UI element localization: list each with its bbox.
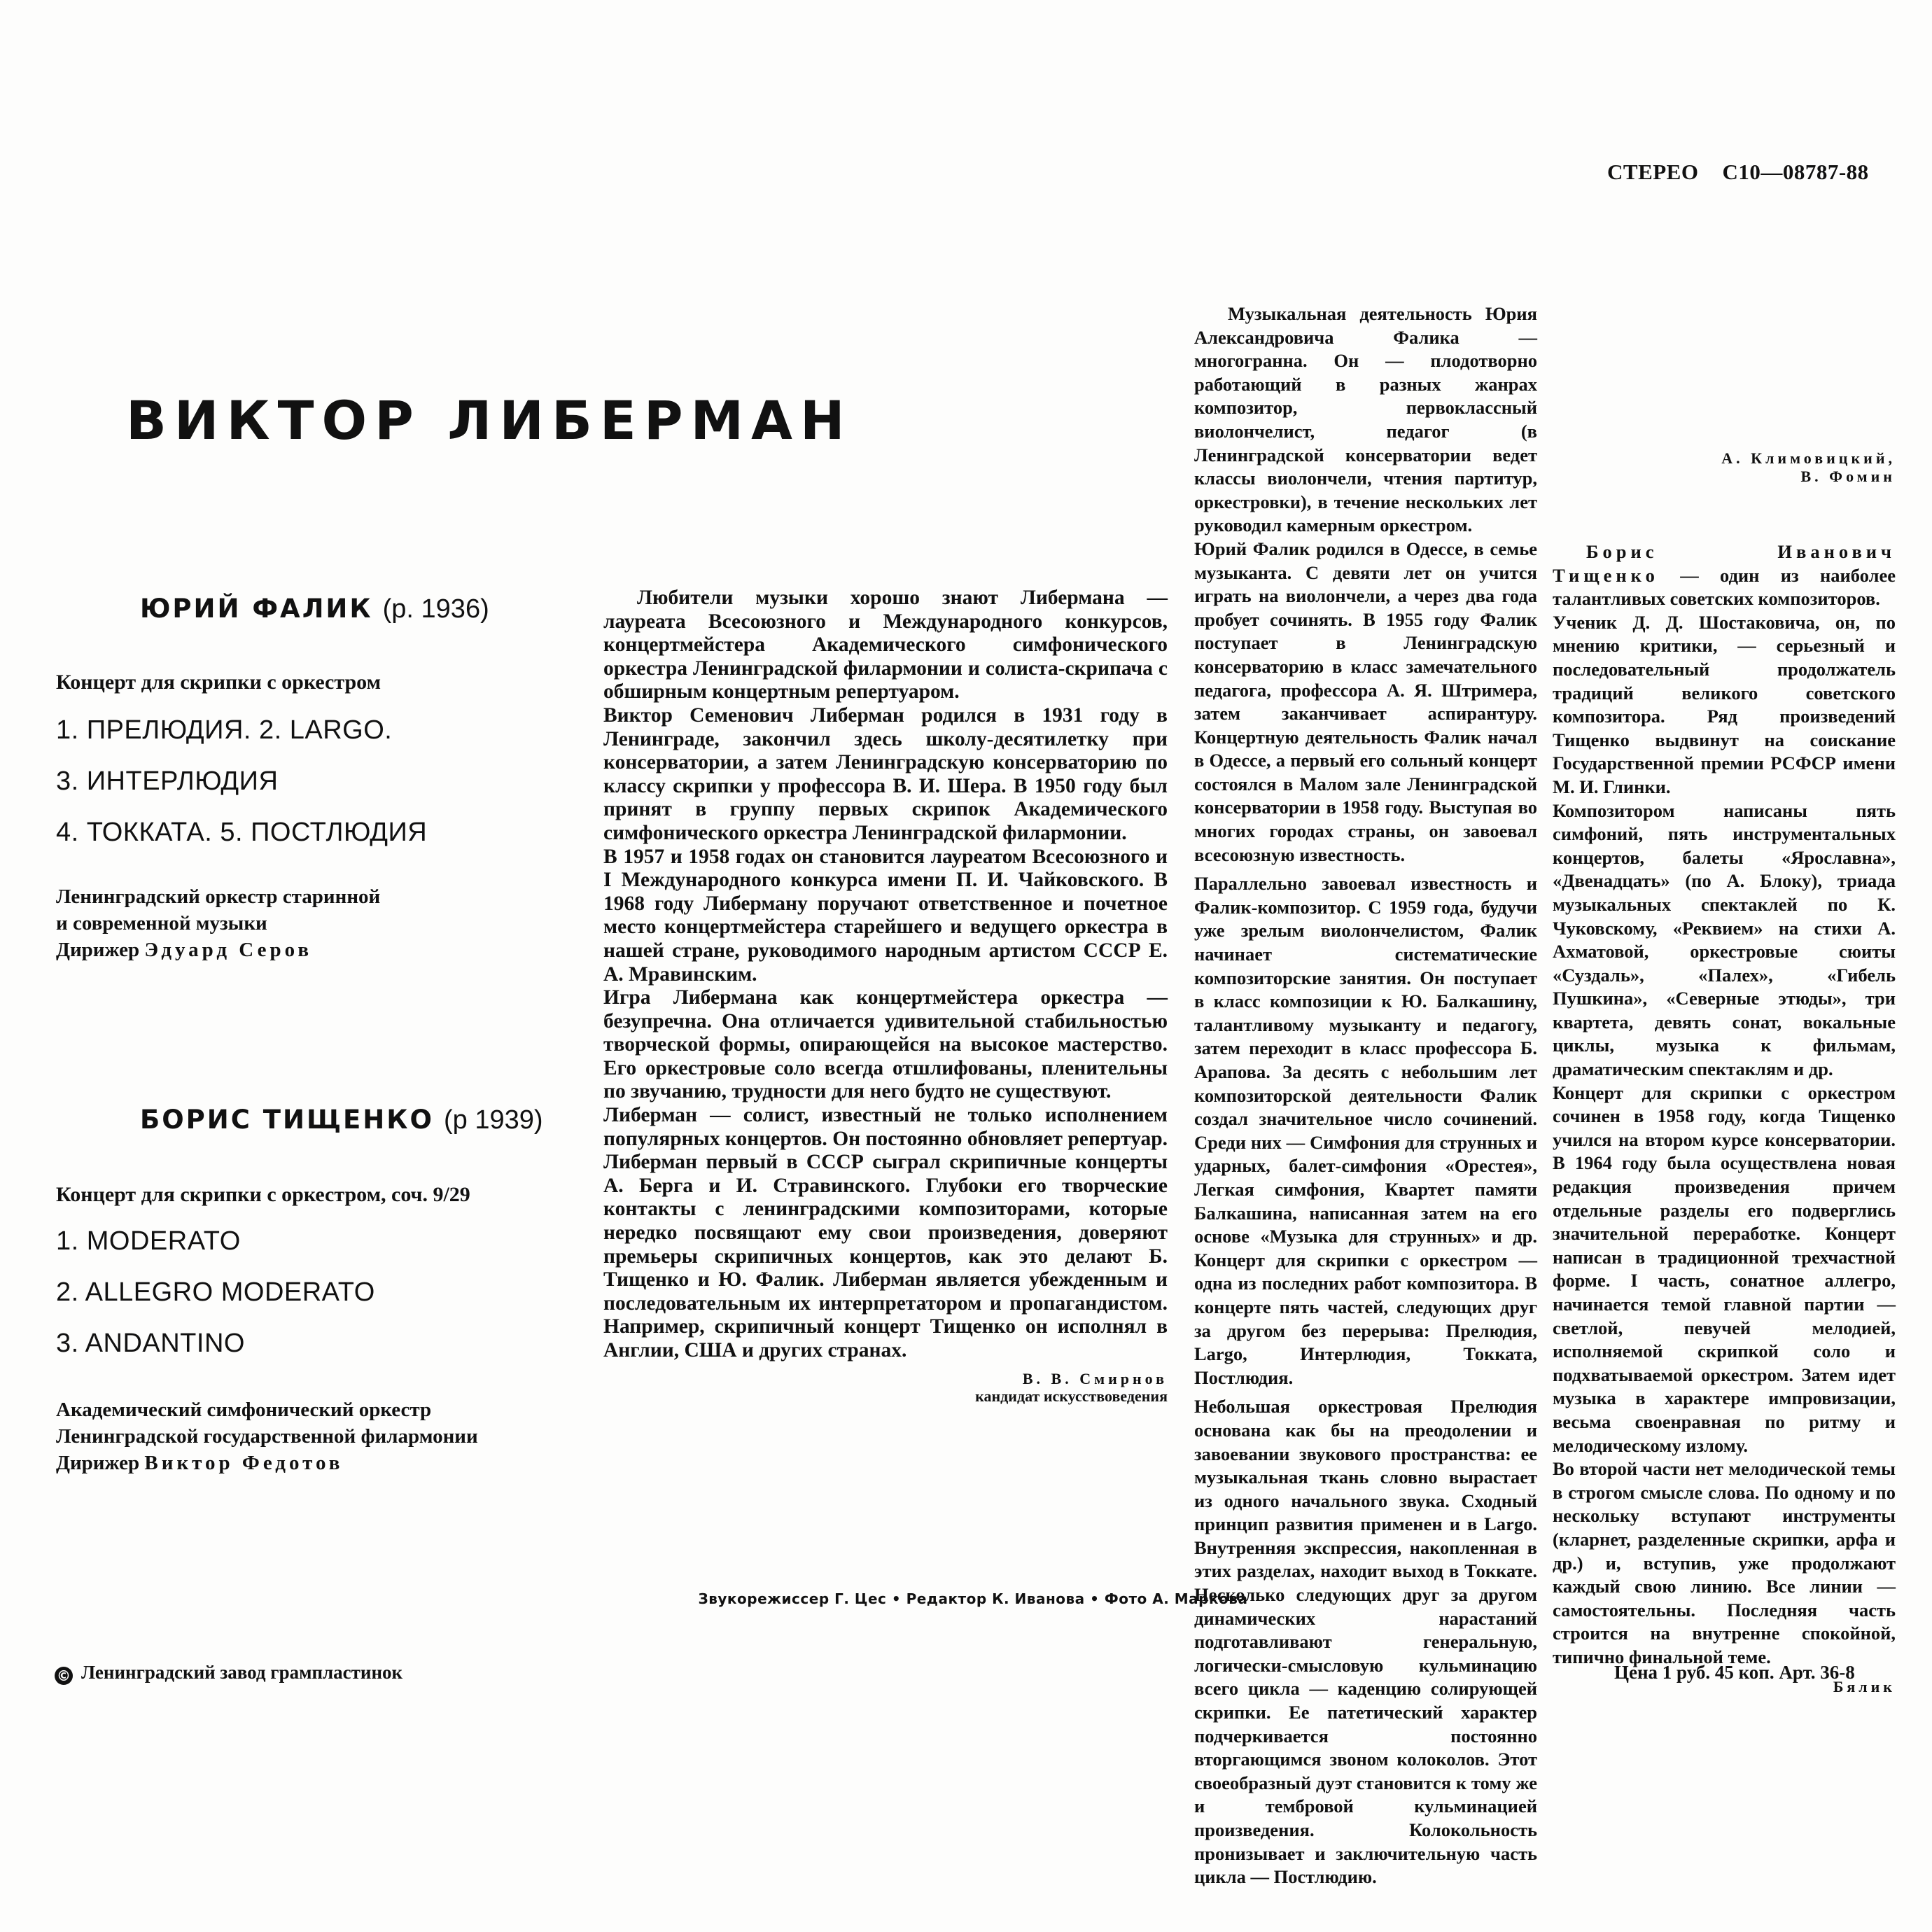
orchestra-line: и современной музыки [56, 912, 267, 934]
movement-item: 1. ПРЕЛЮДИЯ. 2. LARGO. [56, 715, 393, 745]
orchestra-line: Ленинградский оркестр старинной [56, 886, 381, 908]
label-name: Ленинградский завод грампластинок [81, 1662, 403, 1683]
copyright-icon: © [55, 1667, 73, 1685]
essay-falik-continued [1553, 302, 1896, 486]
composer-years: (р 1939) [443, 1105, 543, 1135]
stereo-label: СТЕРЕО [1607, 160, 1699, 184]
composer-name: ЮРИЙ ФАЛИК [140, 594, 373, 624]
price-line: Цена 1 руб. 45 коп. Арт. 36-8 [1614, 1662, 1855, 1683]
composer-falik-heading [140, 594, 489, 624]
label-line [55, 1662, 402, 1685]
essay-paragraph: Игра Либермана как концертмейстера оркестра — безупречна. Она отличается удивительной стабильностью творческой формы, опирающейся на высокое мастерство. Его оркестровые соло всегда отшлифованы, пленительны по звучанию, трудности для него будто не существуют. [603, 986, 1168, 1103]
essay-author: А. Климовицкий, [1721, 449, 1896, 467]
continued-text-area [1553, 302, 1896, 449]
composer-years: (р. 1936) [382, 594, 489, 624]
essay-paragraph: Любители музыки хорошо знают Либермана — лауреата Всесоюзного и Международного конкурсов, концертмейстера Академического симфонического оркестра Ленинградской филармонии и солиста-скрипача с обширным концертным репертуаром. [603, 587, 1168, 704]
conductor-name: Эдуард Серов [144, 939, 313, 961]
essay-tishchenko [1553, 540, 1896, 1696]
essay-paragraph: Ученик Д. Д. Шостаковича, он, по мнению критики, — серьезный и последовательный продолжатель традиций великого советского композитора. Ряд произведений Тищенко выдвинут на соискание Государственной премии РСФСР имени М. И. Глинки. [1553, 611, 1896, 797]
essay-paragraph: Параллельно завоевал известность и Фалик-композитор. С 1959 года, будучи уже зрелым виолончелистом, Фалик начинает систематические композиторские занятия. Он поступает в класс композиции к Ю. Балкашину, талантливому музыканту и педагогу, затем переходит в класс профессора Б. Арапова. За десять с небольшим лет композиторской деятельности Фалик создал значительное число сочинений. Среди них — Симфония для струнных и ударных, балет-симфония «Орестея», Легкая симфония, Квартет памяти Балкашина, написанная затем на его основе «Музыка для струнных» и др. Концерт для скрипки с оркестром — одна из последних работ композитора. В концерте пять частей, следующих друг за другом без перерыва: Прелюдия, Largo, Интерлюдия, Токката, Постлюдия. [1194, 873, 1537, 1388]
essay-paragraph: Композитором написаны пять симфоний, пять инструментальных концертов, балеты «Ярославна», «Двенадцать» (по А. Блоку), триада музыкальных спектаклей по К. Чуковскому, «Реквием» на стихи А. Ахматовой, оркестровые сюиты «Суздаль», «Палех», «Гибель Пушкина», «Северные этюды», три квартета, девять сонат, вокальные циклы, музыка к фильмам, драматическим спектаклям и др. [1553, 799, 1896, 1080]
essay-author: Бялик [1833, 1677, 1896, 1695]
composer-tishchenko-heading [140, 1105, 543, 1135]
essay-falik [1194, 302, 1537, 1889]
production-credits: Звукорежиссер Г. Цес • Редактор К. Иванова • Фото А. Маркова [698, 1590, 1248, 1607]
essay-paragraph: Либерман — солист, известный не только исполнением популярных концертов. Он постоянно обновляет репертуар. Либерман первый в СССР сыграл скрипичные концерты А. Берга и И. Стравинского. Глубоки его творческие контакты с ленинградскими композиторами, которые нередко посвящают ему свои произведения, доверяют премьеры скрипичных концертов, как это делают Б. Тищенко и Ю. Фалик. Либерман является убежденным и последовательным их интерпретатором и пропагандистом. Например, скрипичный концерт Тищенко он исполнял в Англии, США и других странах. [603, 1104, 1168, 1362]
orchestra-line: Академический симфонический оркестр [56, 1399, 432, 1421]
orchestra-line: Ленинградской государственной филармонии [56, 1425, 478, 1448]
essay-paragraph: Виктор Семенович Либерман родился в 1931 году в Ленинграде, закончил здесь школу-десятилетку при консерватории, а затем Ленинградскую консерваторию по классу скрипки у профессора В. И. Шера. В 1950 году был принят в группу первых скрипок Академического симфонического оркестра Ленинградской филармонии. [603, 704, 1168, 844]
essay-paragraph: Юрий Фалик родился в Одессе, в семье музыканта. С девяти лет он учится играть на виолончели, а через два года пробует сочинять. В 1955 году Фалик поступает в Ленинградскую консерваторию в класс замечательного педагога, профессора А. Я. Штримера, затем заканчивает аспирантуру. Концертную деятельность Фалик начал в Одессе, а первый его сольный концерт состоялся в Малом зале Ленинградской консерватории в 1958 году. Выступая во многих городах страны, он завоевал всесоюзную известность. [1194, 538, 1537, 865]
movement-item: 1. MODERATO [56, 1226, 241, 1256]
performer-title: ВИКТОР ЛИБЕРМАН [126, 389, 853, 451]
essay-liberman [603, 587, 1168, 1405]
work-title-tishchenko: Концерт для скрипки с оркестром, соч. 9/29 [56, 1183, 470, 1206]
conductor-name: Виктор Федотов [144, 1452, 344, 1474]
essay-author-title: кандидат искусствоведения [975, 1387, 1168, 1405]
essay-paragraph: Небольшая оркестровая Прелюдия основана как бы на преодолении и завоевании звукового пространства: ее музыкальная ткань словно вырастает из одного начального звука. Сходный принцип развития применен и в Largo. Внутренняя экспрессия, накопленная в этих разделах, находит выход в Токкате. Несколько следующих друг за другом динамических нарастаний подготавливают генеральную, логически-смысловую кульминацию всего цикла — каденцию солирующей скрипки. Ее патетический характер подчеркивается постоянно вторгающимся звоном колоколов. Этот своеобразный дуэт становится к тому же и тембровой кульминацией произведения. Колокольность пронизывает и заключительную часть цикла — Постлюдию. [1194, 1396, 1537, 1888]
performers-falik [56, 883, 380, 963]
essay-paragraph: Концерт для скрипки с оркестром сочинен в 1958 году, когда Тищенко учился на втором курсе консерватории. В 1964 году была осуществлена новая редакция произведения причем отдельные разделы его подверглись значительной переработке. Концерт написан в традиционной трехчастной форме. I часть, сонатное аллегро, начинается темой главной партии — светлой, певучей мелодией, исполняемой скрипкой соло и подхватываемой оркестром. Затем идет музыка в характере импровизации, весьма своенравная по ритму и мелодическому излому. [1553, 1082, 1896, 1456]
movement-item: 4. ТОККАТА. 5. ПОСТЛЮДИЯ [56, 818, 428, 847]
movement-item: 3. ИНТЕРЛЮДИЯ [56, 766, 279, 796]
performers-tishchenko [56, 1396, 478, 1476]
movement-item: 3. ANDANTINO [56, 1329, 245, 1358]
essay-subject-name: Борис Иванович Тищенко [1553, 541, 1896, 586]
essay-author: В. Фомин [1800, 468, 1896, 485]
essay-author: В. В. Смирнов [1022, 1369, 1168, 1387]
essay-paragraph: Музыкальная деятельность Юрия Александровича Фалика — многогранна. Он — плодотворно работающий в разных жанрах композитор, первоклассный виолончелист, педагог (в Ленинградской консерватории ведет классы виолончели, чтения партитур, оркестровки), в течение нескольких лет руководил камерным оркестром. [1194, 303, 1537, 536]
conductor-line: Дирижер Виктор Федотов [56, 1452, 344, 1474]
work-title-falik: Концерт для скрипки с оркестром [56, 671, 382, 694]
catalog-line [1607, 160, 1869, 185]
essay-paragraph: Во второй части нет мелодической темы в строгом смысле слова. По одному и по нескольку вступают инструменты (кларнет, разделенные скрипки, арфа и др.) и, вступив, уже продолжают каждый свою линию. Все линии — самостоятельны. Последняя часть строится на внутренне спокойной, типично финальной теме. [1553, 1458, 1896, 1667]
essay-paragraph: — один из наиболее талантливых советских композиторов. [1553, 564, 1896, 610]
movement-item: 2. ALLEGRO MODERATO [56, 1278, 375, 1307]
composer-name: БОРИС ТИЩЕНКО [140, 1105, 434, 1135]
catalog-number: С10—08787-88 [1722, 160, 1869, 184]
essay-paragraph: В 1957 и 1958 годах он становится лауреатом Всесоюзного и I Международного конкурса имени П. И. Чайковского. В 1968 году Либерману поручают ответственное и почетное место концертмейстера старейшего и ведущего оркестра в нашей стране, руководимого народным артистом СССР Е. А. Мравинским. [603, 845, 1168, 986]
conductor-line: Дирижер Эдуард Серов [56, 939, 313, 961]
